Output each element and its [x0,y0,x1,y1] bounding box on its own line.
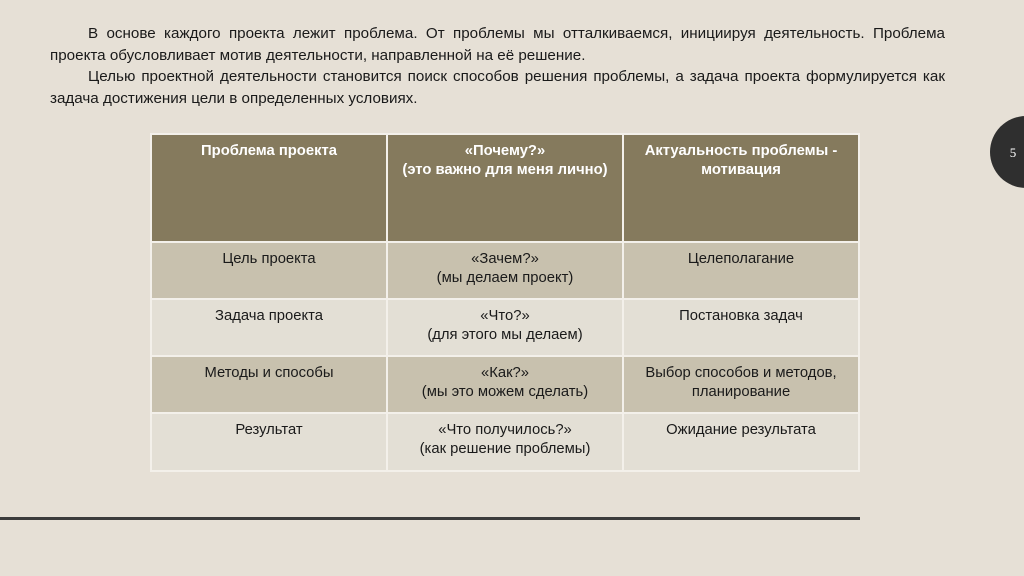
row-question: «Как?» [480,365,529,381]
row-question-note: (как решение проблемы) [419,441,591,457]
bottom-divider [0,517,860,520]
row-question-cell [387,356,623,413]
row-question-cell [387,242,623,299]
row-stage: Выбор способов и методов, планирование [623,356,859,413]
row-question: «Что?» [480,308,530,324]
table-header-row [151,134,859,242]
row-stage: Ожидание результата [623,413,859,471]
header-cell-relevance: Актуальность проблемы - мотивация [623,134,859,242]
page-number: 5 [1009,145,1017,160]
table-row [151,356,859,413]
row-question-note: (мы это можем сделать) [421,384,589,400]
intro-paragraph-2: Целью проектной деятельности становится поиск способов решения проблемы, а задача проекта формулируется как задача достижения цели в определенных условиях. [50,68,945,107]
row-question-cell [387,413,623,471]
table-row [151,242,859,299]
row-question-note: (мы делаем проект) [436,270,574,286]
intro-text [50,23,945,109]
row-label: Цель проекта [151,242,387,299]
row-stage: Постановка задач [623,299,859,356]
project-table [150,133,860,472]
row-question-note: (для этого мы делаем) [427,327,583,343]
row-label: Результат [151,413,387,471]
row-stage: Целеполагание [623,242,859,299]
row-question: «Зачем?» [471,251,539,267]
table-row [151,413,859,471]
header-why-question: «Почему?» [464,143,546,159]
row-label: Методы и способы [151,356,387,413]
table-row [151,299,859,356]
header-cell-why [387,134,623,242]
header-why-note: (это важно для меня лично) [402,162,608,178]
header-cell-problem: Проблема проекта [151,134,387,242]
row-question-cell [387,299,623,356]
row-question: «Что получилось?» [438,422,572,438]
intro-paragraph-1: В основе каждого проекта лежит проблема. От проблемы мы отталкиваемся, инициируя деятельность. Проблема проекта обусловливает мотив деятельности, направленной на её решение. [50,25,945,64]
row-label: Задача проекта [151,299,387,356]
